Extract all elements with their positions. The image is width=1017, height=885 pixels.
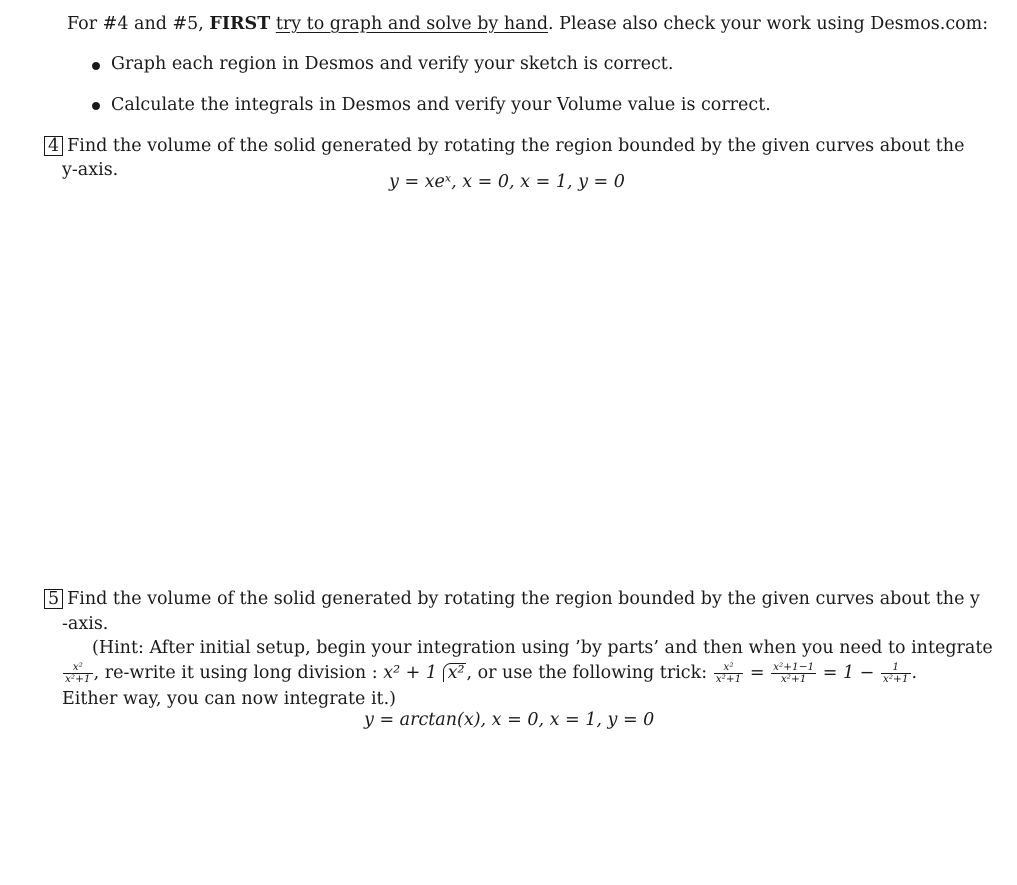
- first-emphasis: FIRST: [209, 14, 271, 34]
- bullet-item-1: Graph each region in Desmos and verify your sketch is correct.: [111, 54, 674, 74]
- problem-4-statement: 4 Find the volume of the solid generated by rotating the region bounded by the given curves about the: [44, 135, 964, 157]
- problem-4-number: 4: [44, 136, 63, 156]
- bullet-icon: [92, 62, 100, 70]
- problem-4-axis: y-axis.: [62, 160, 119, 180]
- problem-4-equation: y = xeˣ, x = 0, x = 1, y = 0: [389, 172, 625, 192]
- problem-5-hint-line2: $\frac{\text{x²}}{\text{x²+1}}$ , re-write it using long division : x² + 1 x² , or use the following trick: $\frac{\text{x²}}{\text{x²+1}}$ = $\frac{\text{x²+1−1}}{\text{x²+1}}$ = 1 − $\frac{1}{\text{x²+1}}$ .: [65, 661, 918, 685]
- intro-line: For #4 and #5, FIRST try to graph and solve by hand. Please also check your work using Desmos.com:: [67, 14, 989, 34]
- problem-5-hint-line1: (Hint: After initial setup, begin your integration using ’by parts’ and then when you need to integrate: [92, 638, 993, 658]
- problem-5-hint-line3: Either way, you can now integrate it.): [62, 689, 396, 709]
- problem-5-axis: -axis.: [62, 614, 109, 634]
- problem-5-number: 5: [44, 589, 63, 609]
- underlined-instruction: try to graph and solve by hand: [275, 14, 549, 34]
- problem-5-equation: y = arctan(x), x = 0, x = 1, y = 0: [364, 710, 655, 730]
- fraction-x2-over-x2-plus-1: $\frac{\text{x²}}{\text{x²+1}}$: [65, 661, 91, 685]
- fraction-trick: $\frac{\text{x²}}{\text{x²+1}}$ = $\frac{\text{x²+1−1}}{\text{x²+1}}$ = 1 − $\frac{1}{\text{x²+1}}$ .: [715, 661, 918, 685]
- long-division: x² + 1 x²: [383, 663, 465, 683]
- problem-5-statement: 5 Find the volume of the solid generated by rotating the region bounded by the given curves about the y: [44, 588, 980, 610]
- bullet-item-2: Calculate the integrals in Desmos and verify your Volume value is correct.: [111, 95, 771, 115]
- bullet-icon: [92, 102, 100, 110]
